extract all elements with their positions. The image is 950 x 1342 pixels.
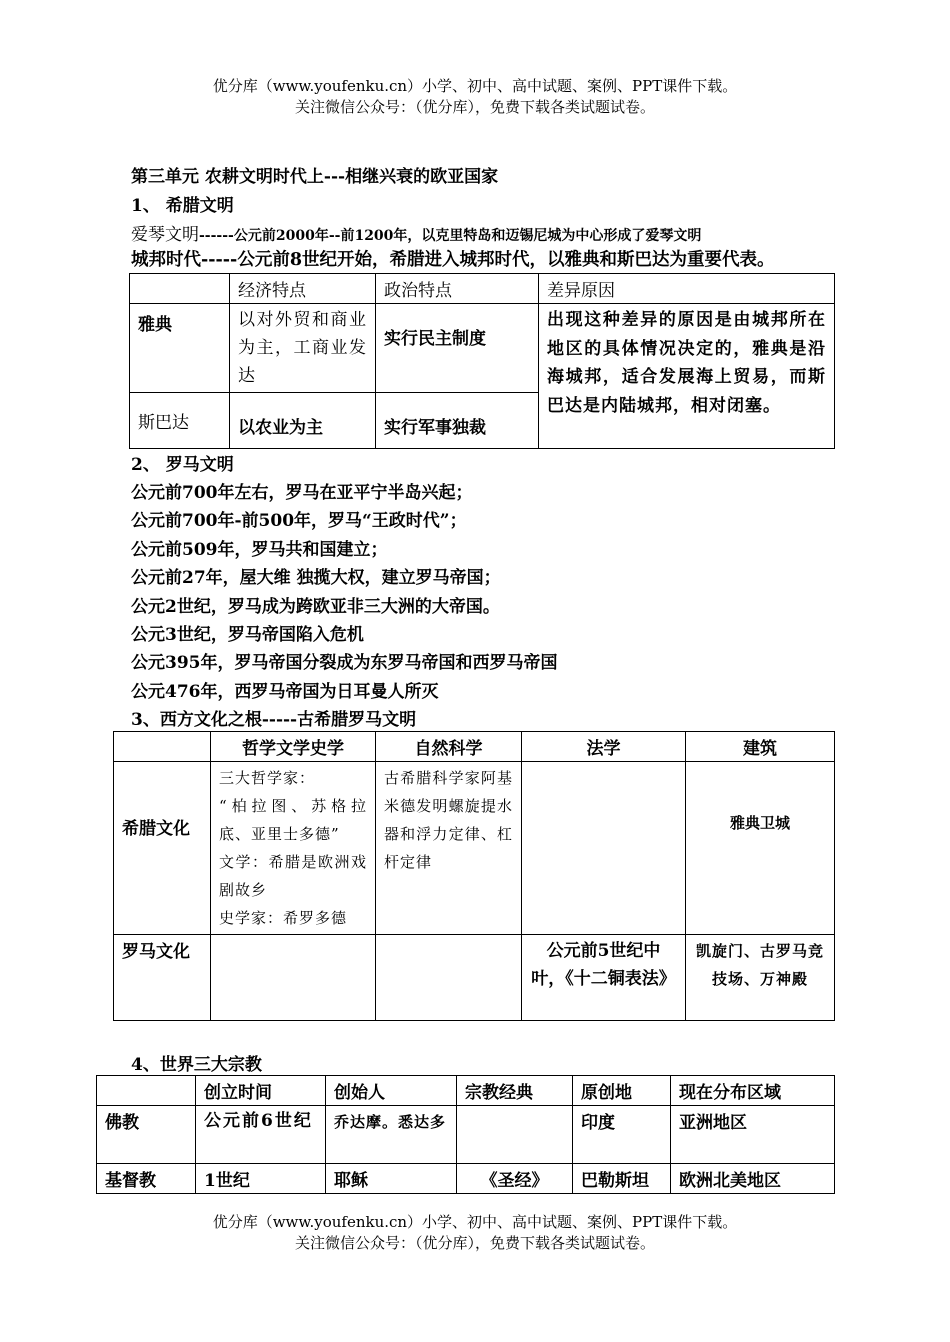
buddhism-origin: 印度: [573, 1106, 671, 1164]
athens-politics: 实行民主制度: [376, 304, 539, 393]
table-header-row: [130, 274, 835, 304]
rome-line: 公元395年，罗马帝国分裂成为东罗马帝国和西罗马帝国: [131, 653, 558, 673]
roman-architecture: 凯旋门、古罗马竞技场、万神殿: [686, 935, 835, 1021]
table-header-cell: [97, 1076, 196, 1106]
greek-law: [522, 762, 686, 935]
table-header-row: [97, 1076, 835, 1106]
christianity-scripture: 《圣经》: [457, 1164, 573, 1194]
aegean-label: 爱琴文明: [131, 225, 199, 245]
rome-line: 公元3世纪，罗马帝国陷入危机: [131, 625, 364, 645]
philosophy-line: “柏拉图、苏格拉底、亚里士多德”: [219, 797, 367, 843]
athens-economy: 以对外贸和商业为主，工商业发达: [230, 304, 376, 393]
city-state-line: 城邦时代-----公元前8世纪开始，希腊进入城邦时代，以雅典和斯巴达为重要代表。: [131, 250, 775, 270]
philosophy-line: 史学家：希罗多德: [219, 909, 348, 927]
christianity-region: 欧洲北美地区: [671, 1164, 835, 1194]
unit-title: 第三单元 农耕文明时代上---相继兴衰的欧亚国家: [131, 167, 499, 187]
christianity-origin: 巴勒斯坦: [573, 1164, 671, 1194]
table-header-cell: [114, 732, 211, 762]
rome-line: 公元2世纪，罗马成为跨欧亚非三大洲的大帝国。: [131, 597, 500, 617]
section-4-heading: 4、世界三大宗教: [131, 1055, 262, 1075]
christianity-time: 1世纪: [196, 1164, 326, 1194]
table-header-cell: 法学: [522, 732, 686, 762]
header-line-2: 关注微信公众号：（优分库），免费下载各类试题试卷。: [294, 98, 655, 116]
rome-line: 公元前700年-前500年，罗马“王政时代”；: [131, 511, 467, 531]
table-row-buddhism: [97, 1106, 835, 1164]
rome-line: 公元前27年，屋大维 独揽大权，建立罗马帝国；: [131, 568, 501, 588]
religion-table: [96, 1075, 835, 1194]
roman-philosophy: [211, 935, 376, 1021]
greek-science: 古希腊科学家阿基米德发明螺旋提水器和浮力定律、杠杆定律: [376, 762, 522, 935]
buddhism-region: 亚洲地区: [671, 1106, 835, 1164]
table-header-cell: 经济特点: [230, 274, 376, 304]
table-row-christianity: [97, 1164, 835, 1194]
philosophy-line: 文学：希腊是欧洲戏剧故乡: [219, 853, 367, 899]
table-row-greek: [114, 762, 835, 935]
table-header-cell: 自然科学: [376, 732, 522, 762]
roman-science: [376, 935, 522, 1021]
sparta-politics: 实行军事独裁: [376, 393, 539, 449]
table-header-cell: 政治特点: [376, 274, 539, 304]
aegean-text: ------公元前2000年--前1200年，以克里特岛和迈锡尼城为中心形成了爱琴文明: [199, 228, 702, 244]
rome-line: 公元前509年，罗马共和国建立；: [131, 540, 388, 560]
culture-table: [113, 731, 835, 1021]
section-2-heading: 2、 罗马文明: [131, 455, 234, 475]
rome-line: 公元前700年左右，罗马在亚平宁半岛兴起；: [131, 483, 473, 503]
header-line-1: 优分库（www.youfenku.cn）小学、初中、高中试题、案例、PPT课件下载。: [212, 77, 738, 95]
table-header-cell: 原创地: [573, 1076, 671, 1106]
section-3-heading: 3、西方文化之根-----古希腊罗马文明: [131, 710, 417, 730]
table-header-cell: 宗教经典: [457, 1076, 573, 1106]
philosophy-line: 三大哲学家：: [219, 769, 316, 787]
page-header: [0, 76, 950, 118]
section-1-heading: 1、 希腊文明: [131, 196, 234, 216]
table-header-cell: 创始人: [326, 1076, 457, 1106]
table-row-roman: [114, 935, 835, 1021]
footer-line-2: 关注微信公众号：（优分库），免费下载各类试题试卷。: [294, 1234, 655, 1252]
row-name-sparta: 斯巴达: [130, 393, 230, 449]
row-name-athens: 雅典: [130, 304, 230, 393]
table-header-row: [114, 732, 835, 762]
table-header-cell: 建筑: [686, 732, 835, 762]
table-header-cell: 哲学文学史学: [211, 732, 376, 762]
greek-philosophy: [211, 762, 376, 935]
row-name-greek: 希腊文化: [114, 762, 211, 935]
sparta-economy: 以农业为主: [230, 393, 376, 449]
table-header-cell: 创立时间: [196, 1076, 326, 1106]
aegean-line: [131, 220, 701, 245]
footer-line-1: 优分库（www.youfenku.cn）小学、初中、高中试题、案例、PPT课件下载。: [212, 1213, 738, 1231]
row-name-buddhism: 佛教: [97, 1106, 196, 1164]
greek-architecture: 雅典卫城: [686, 762, 835, 935]
row-name-christianity: 基督教: [97, 1164, 196, 1194]
christianity-founder: 耶稣: [326, 1164, 457, 1194]
rome-line: 公元476年，西罗马帝国为日耳曼人所灭: [131, 682, 439, 702]
table-header-cell: 差异原因: [539, 274, 835, 304]
greece-comparison-table: [129, 273, 835, 449]
row-name-roman: 罗马文化: [114, 935, 211, 1021]
buddhism-scripture: [457, 1106, 573, 1164]
difference-reason: 出现这种差异的原因是由城邦所在地区的具体情况决定的，雅典是沿海城邦，适合发展海上贸易，而斯巴达是内陆城邦，相对闭塞。: [539, 304, 835, 449]
table-header-cell: [130, 274, 230, 304]
table-header-cell: 现在分布区域: [671, 1076, 835, 1106]
buddhism-time: 公元前6世纪: [196, 1106, 326, 1164]
page-footer: [0, 1212, 950, 1254]
roman-law: 公元前5世纪中叶，《十二铜表法》: [522, 935, 686, 1021]
table-row-athens: [130, 304, 835, 393]
buddhism-founder: 乔达摩。悉达多: [326, 1106, 457, 1164]
